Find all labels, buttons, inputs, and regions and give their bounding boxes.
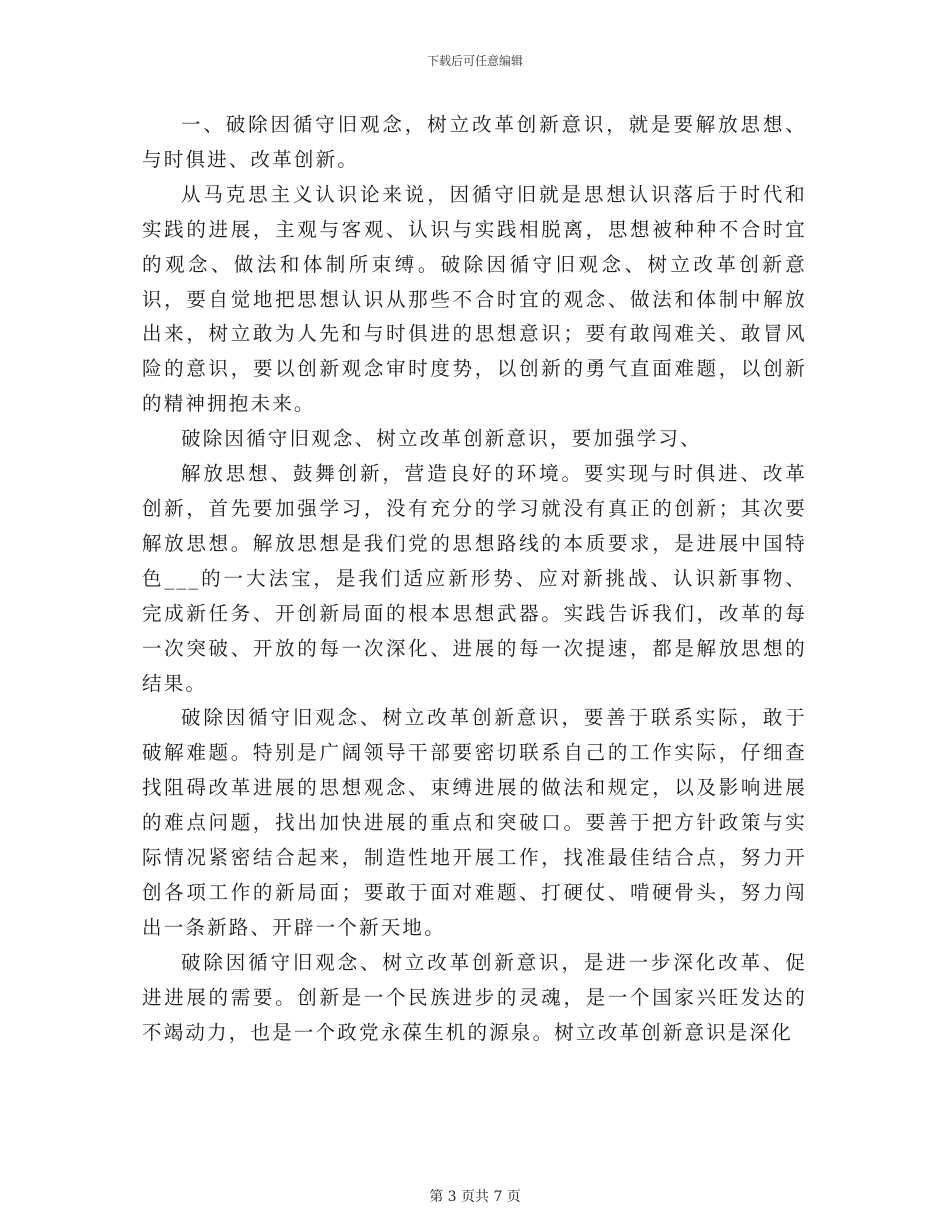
page-number-footer: 第 3 页共 7 页 (429, 1189, 521, 1205)
paragraph-6: 破除因循守旧观念、树立改革创新意识，是进一步深化改革、促进进展的需要。创新是一个民族进步的灵魂，是一个国家兴旺发达的不竭动力，也是一个政党永葆生机的源泉。树立改革创新意识是深化 (142, 950, 807, 1044)
paragraph-3: 破除因循守旧观念、树立改革创新意识，要加强学习、 (181, 427, 702, 451)
page-header-note: 下载后可任意编辑 (426, 54, 523, 68)
paragraph-1: 一、破除因循守旧观念，树立改革创新意识，就是要解放思想、与时俱进、改革创新。 (142, 113, 807, 171)
document-body (142, 108, 807, 1050)
paragraph-2: 从马克思主义认识论来说，因循守旧就是思想认识落后于时代和实践的进展，主观与客观、认识与实践相脱离，思想被种种不合时宜的观念、做法和体制所束缚。破除因循守旧观念、树立改革创新意识，要自觉地把思想认识从那些不合时宜的观念、做法和体制中解放出来，树立敢为人先和与时俱进的思想意识；要有敢闯难关、敢冒风险的意识，要以创新观念审时度势，以创新的勇气直面难题，以创新的精神拥抱未来。 (142, 182, 807, 416)
paragraph-4: 解放思想、鼓舞创新，营造良好的环境。要实现与时俱进、改革创新，首先要加强学习，没有充分的学习就没有真正的创新；其次要解放思想。解放思想是我们党的思想路线的本质要求，是进展中国特色___的一大法宝，是我们适应新形势、应对新挑战、认识新事物、完成新任务、开创新局面的根本思想武器。实践告诉我们，改革的每一次突破、开放的每一次深化、进展的每一次提速，都是解放思想的结果。 (142, 462, 807, 695)
paragraph-5: 破除因循守旧观念、树立改革创新意识，要善于联系实际，敢于破解难题。特别是广阔领导干部要密切联系自己的工作实际，仔细查找阻碍改革进展的思想观念、束缚进展的做法和规定，以及影响进展的难点问题，找出加快进展的重点和突破口。要善于把方针政策与实际情况紧密结合起来，制造性地开展工作，找准最佳结合点，努力开创各项工作的新局面；要敢于面对难题、打硬仗、啃硬骨头，努力闯出一条新路、开辟一个新天地。 (142, 706, 807, 939)
